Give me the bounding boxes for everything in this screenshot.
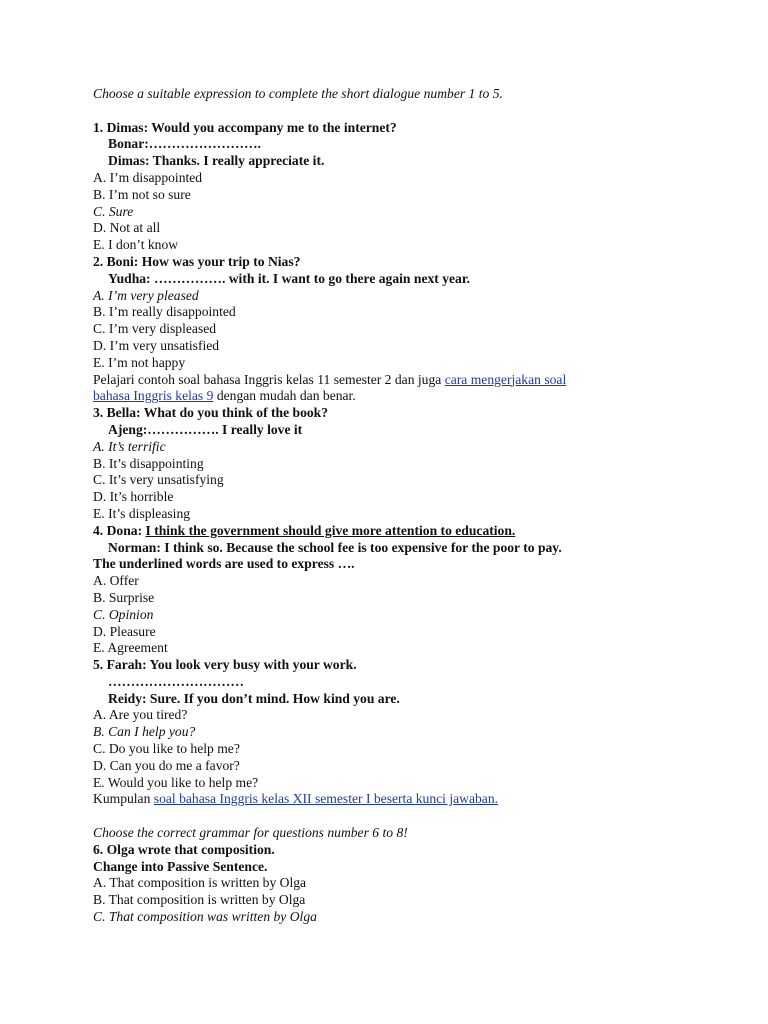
promo-2	[93, 791, 703, 808]
q1-reply: Bonar:…………………….	[108, 136, 261, 152]
q5-option-d: D. Can you do me a favor?	[93, 757, 240, 773]
promo-1-link-part-2[interactable]: bahasa Inggris kelas 9	[93, 388, 214, 404]
q1-followup: Dimas: Thanks. I really appreciate it.	[108, 153, 325, 169]
q4-reply: Norman: I think so. Because the school fee is too expensive for the poor to pay.	[108, 539, 562, 555]
q3-stem: 3. Bella: What do you think of the book?	[93, 405, 329, 421]
q4-stem-prefix: 4. Dona:	[93, 522, 146, 538]
q4-option-e: E. Agreement	[93, 640, 168, 656]
q1-option-b: B. I’m not so sure	[93, 186, 191, 202]
q4-option-b: B. Surprise	[93, 589, 155, 605]
q1-stem: 1. Dimas: Would you accompany me to the internet?	[93, 119, 397, 135]
q2-reply: Yudha: ……………. with it. I want to go there again next year.	[108, 270, 471, 286]
promo-2-link[interactable]: soal bahasa Inggris kelas XII semester I beserta kunci jawaban.	[153, 791, 499, 807]
q5-option-a: A. Are you tired?	[93, 707, 188, 723]
promo-1-line-1	[93, 372, 703, 389]
q4-option-c: C. Opinion	[93, 606, 154, 622]
q2-option-b: B. I’m really disappointed	[93, 304, 236, 320]
document-body	[93, 86, 703, 926]
q1-option-e: E. I don’t know	[93, 237, 179, 253]
q3-option-c: C. It’s very unsatisfying	[93, 472, 224, 488]
q5-option-b: B. Can I help you?	[93, 724, 196, 740]
spacer	[93, 103, 703, 120]
q4-option-d: D. Pleasure	[93, 623, 156, 639]
q5-stem: 5. Farah: You look very busy with your work.	[93, 657, 357, 673]
promo-1-suffix: dengan mudah dan benar.	[213, 388, 356, 404]
q2-option-d: D. I’m very unsatisfied	[93, 337, 220, 353]
q1-option-c: C. Sure	[93, 203, 134, 219]
q5-blank: …………………………	[108, 673, 244, 689]
q6-option-c: C. That composition was written by Olga	[93, 909, 317, 925]
q6-instruction: Change into Passive Sentence.	[93, 858, 268, 874]
q3-option-e: E. It’s displeasing	[93, 505, 191, 521]
q1-option-d: D. Not at all	[93, 220, 161, 236]
q4-underlined-text: I think the government should give more attention to education.	[145, 522, 516, 538]
q3-option-d: D. It’s horrible	[93, 489, 174, 505]
q5-option-e: E. Would you like to help me?	[93, 774, 259, 790]
promo-1-link-part-1[interactable]: cara mengerjakan soal	[444, 371, 567, 387]
q2-option-a: A. I’m very pleased	[93, 287, 199, 303]
promo-1-prefix: Pelajari contoh soal bahasa Inggris kelas 11 semester 2 dan juga	[93, 371, 445, 387]
q2-option-c: C. I’m very displeased	[93, 321, 217, 337]
q4-stem	[93, 523, 703, 540]
q6-stem: 6. Olga wrote that composition.	[93, 841, 275, 857]
instructions-2: Choose the correct grammar for questions number 6 to 8!	[93, 825, 408, 841]
q3-option-a: A. It’s terrific	[93, 438, 166, 454]
q3-option-b: B. It’s disappointing	[93, 455, 204, 471]
q4-option-a: A. Offer	[93, 573, 139, 589]
q2-stem: 2. Boni: How was your trip to Nias?	[93, 253, 301, 269]
instructions-1: Choose a suitable expression to complete the short dialogue number 1 to 5.	[93, 86, 503, 101]
promo-2-prefix: Kumpulan	[93, 791, 154, 807]
q2-option-e: E. I’m not happy	[93, 354, 186, 370]
spacer	[93, 808, 703, 825]
q3-reply: Ajeng:……………. I really love it	[108, 421, 303, 437]
q4-question: The underlined words are used to express ….	[93, 556, 355, 572]
promo-1-line-2	[93, 388, 703, 405]
q6-option-b: B. That composition is written by Olga	[93, 892, 306, 908]
q1-option-a: A. I’m disappointed	[93, 169, 203, 185]
q5-reply: Reidy: Sure. If you don’t mind. How kind you are.	[108, 690, 400, 706]
q6-option-a: A. That composition is written by Olga	[93, 875, 307, 891]
q5-option-c: C. Do you like to help me?	[93, 741, 240, 757]
